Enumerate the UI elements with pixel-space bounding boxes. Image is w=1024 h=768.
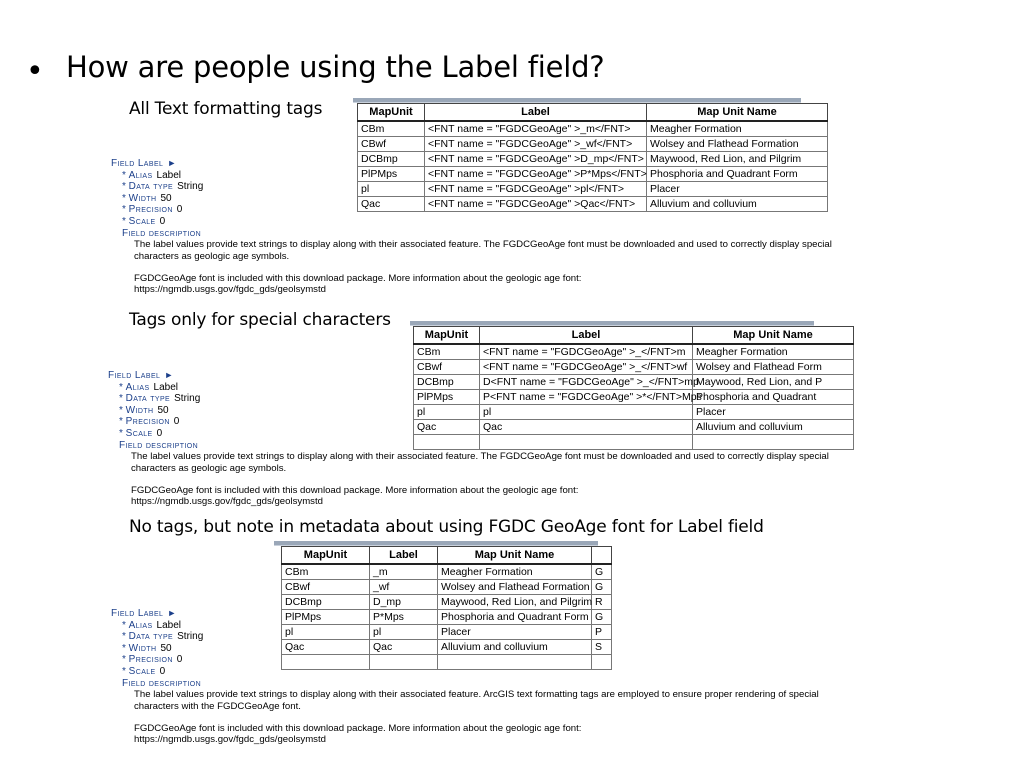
cell-mapunit: Qac — [414, 420, 480, 435]
cell-map-unit-name: Wolsey and Flathead Form — [693, 360, 854, 375]
cell-label: <FNT name = "FGDCGeoAge" >_</FNT>wf — [480, 360, 693, 375]
cell-label: D_mp — [370, 595, 438, 610]
field-label-text: Field Label — [111, 158, 164, 169]
section-3-caption: No tags, but note in metadata about using FGDC GeoAge font for Label field — [129, 517, 764, 537]
column-header-map-unit-name[interactable]: Map Unit Name — [438, 547, 592, 565]
meta-scale: * Scale 0 — [119, 427, 163, 439]
cell-mapunit: PlPMps — [358, 167, 425, 182]
geolsymstd-link[interactable]: https://ngmdb.usgs.gov/fgdc_gds/geolsymstd — [134, 284, 326, 296]
field-description-text: The label values provide text strings to display along with their associated feature. The FGDCGeoAge font must be downloaded and used to correctly display special characters as geologic age symbols. FGDCGeoAge font is included with this download package. More information about the geologic age font: https://ngmdb.usgs.gov/fgdc_gds/geolsymstd — [131, 451, 829, 508]
title-bullet: • — [26, 54, 44, 89]
cell-label: <FNT name = "FGDCGeoAge" >P*Mps</FNT> — [425, 167, 647, 182]
cell-map-unit-name: Maywood, Red Lion, and Pilgrim — [438, 595, 592, 610]
field-label-heading[interactable] — [111, 158, 832, 170]
section-2-caption: Tags only for special characters — [129, 310, 391, 330]
cell-map-unit-name: Alluvium and colluvium — [647, 197, 828, 212]
section-1-metadata — [111, 158, 832, 296]
cell-map-unit-name: Alluvium and colluvium — [438, 640, 592, 655]
field-description-heading: Field description — [119, 439, 199, 451]
field-label-text: Field Label — [108, 370, 161, 381]
meta-alias: * Alias Label — [122, 619, 181, 631]
field-label-heading[interactable] — [111, 608, 819, 620]
field-label-text: Field Label — [111, 608, 164, 619]
cell-truncated: G — [592, 580, 612, 595]
section-2-metadata — [108, 370, 829, 508]
cell-map-unit-name: Phosphoria and Quadrant — [693, 390, 854, 405]
cell-mapunit: CBm — [358, 121, 425, 137]
cell-mapunit: CBwf — [358, 137, 425, 152]
cell-map-unit-name: Maywood, Red Lion, and P — [693, 375, 854, 390]
cell-map-unit-name: Wolsey and Flathead Formation — [647, 137, 828, 152]
table-row[interactable] — [358, 137, 828, 152]
play-arrow-icon[interactable]: ► — [164, 370, 174, 380]
cell-label: _m — [370, 564, 438, 580]
cell-label: <FNT name = "FGDCGeoAge" >_wf</FNT> — [425, 137, 647, 152]
cell-map-unit-name: Placer — [693, 405, 854, 420]
cell-label: Qac — [370, 640, 438, 655]
cell-label: <FNT name = "FGDCGeoAge" >_m</FNT> — [425, 121, 647, 137]
field-description-text: The label values provide text strings to display along with their associated feature. The FGDCGeoAge font must be downloaded and used to correctly display special characters as geologic age symbols. FGDCGeoAge font is included with this download package. More information about the geologic age font: https://ngmdb.usgs.gov/fgdc_gds/geolsymstd — [134, 239, 832, 296]
cell-map-unit-name: Meagher Formation — [438, 564, 592, 580]
table-row[interactable] — [358, 121, 828, 137]
cell-mapunit: DCBmp — [358, 152, 425, 167]
cell-label: pl — [480, 405, 693, 420]
meta-width: * Width 50 — [122, 642, 172, 654]
cell-mapunit: DCBmp — [282, 595, 370, 610]
cell-label: <FNT name = "FGDCGeoAge" >pl</FNT> — [425, 182, 647, 197]
cell-label: <FNT name = "FGDCGeoAge" >D_mp</FNT> — [425, 152, 647, 167]
geolsymstd-link[interactable]: https://ngmdb.usgs.gov/fgdc_gds/geolsymstd — [134, 734, 326, 746]
field-label-heading[interactable] — [108, 370, 829, 382]
column-header-mapunit[interactable]: MapUnit — [358, 104, 425, 122]
cell-mapunit: pl — [414, 405, 480, 420]
meta-width: * Width 50 — [122, 192, 172, 204]
field-description-heading: Field description — [122, 227, 202, 239]
meta-data-type: * Data type String — [122, 181, 204, 193]
cell-mapunit: CBm — [282, 564, 370, 580]
meta-width: * Width 50 — [119, 404, 169, 416]
cell-label: pl — [370, 625, 438, 640]
cell-label: _wf — [370, 580, 438, 595]
column-header-label[interactable]: Label — [425, 104, 647, 122]
play-arrow-icon[interactable]: ► — [167, 608, 177, 618]
cell-label: P<FNT name = "FGDCGeoAge" >*</FNT>Mps — [480, 390, 693, 405]
column-header-label[interactable]: Label — [370, 547, 438, 565]
cell-truncated: G — [592, 564, 612, 580]
cell-truncated: R — [592, 595, 612, 610]
cell-mapunit: CBwf — [414, 360, 480, 375]
column-header-mapunit[interactable]: MapUnit — [414, 327, 480, 345]
meta-precision: * Precision 0 — [119, 416, 180, 428]
meta-precision: * Precision 0 — [122, 654, 183, 666]
cell-mapunit: DCBmp — [414, 375, 480, 390]
cell-map-unit-name: Phosphoria and Quadrant Form — [438, 610, 592, 625]
meta-data-type: * Data type String — [122, 631, 204, 643]
cell-label: D<FNT name = "FGDCGeoAge" >_</FNT>mp — [480, 375, 693, 390]
cell-mapunit: Qac — [358, 197, 425, 212]
column-header-map-unit-name[interactable]: Map Unit Name — [693, 327, 854, 345]
meta-scale: * Scale 0 — [122, 665, 166, 677]
column-header-label[interactable]: Label — [480, 327, 693, 345]
cell-mapunit: pl — [282, 625, 370, 640]
section-3-metadata — [111, 608, 819, 746]
column-header-map-unit-name[interactable]: Map Unit Name — [647, 104, 828, 122]
geolsymstd-link[interactable]: https://ngmdb.usgs.gov/fgdc_gds/geolsymstd — [131, 496, 323, 508]
meta-scale: * Scale 0 — [122, 215, 166, 227]
table-row[interactable] — [282, 580, 612, 595]
cell-truncated: P — [592, 625, 612, 640]
column-header-mapunit[interactable]: MapUnit — [282, 547, 370, 565]
cell-truncated: S — [592, 640, 612, 655]
cell-map-unit-name: Placer — [647, 182, 828, 197]
cell-mapunit: CBwf — [282, 580, 370, 595]
cell-map-unit-name: Phosphoria and Quadrant Form — [647, 167, 828, 182]
section-1-caption: All Text formatting tags — [129, 99, 323, 119]
cell-label: <FNT name = "FGDCGeoAge" >_</FNT>m — [480, 344, 693, 360]
meta-precision: * Precision 0 — [122, 204, 183, 216]
cell-truncated: G — [592, 610, 612, 625]
column-header-truncated[interactable] — [592, 547, 612, 565]
cell-mapunit: PlPMps — [414, 390, 480, 405]
cell-map-unit-name: Wolsey and Flathead Formation — [438, 580, 592, 595]
cell-label: <FNT name = "FGDCGeoAge" >Qac</FNT> — [425, 197, 647, 212]
cell-map-unit-name: Meagher Formation — [693, 344, 854, 360]
cell-mapunit: CBm — [414, 344, 480, 360]
table-row[interactable] — [282, 564, 612, 580]
field-description-heading: Field description — [122, 677, 202, 689]
cell-mapunit: Qac — [282, 640, 370, 655]
slide-title: How are people using the Label field? — [66, 50, 605, 84]
cell-map-unit-name: Meagher Formation — [647, 121, 828, 137]
cell-map-unit-name: Placer — [438, 625, 592, 640]
meta-alias: * Alias Label — [122, 169, 181, 181]
cell-label: Qac — [480, 420, 693, 435]
table-row[interactable] — [414, 344, 854, 360]
meta-alias: * Alias Label — [119, 381, 178, 393]
cell-map-unit-name: Maywood, Red Lion, and Pilgrim — [647, 152, 828, 167]
cell-map-unit-name: Alluvium and colluvium — [693, 420, 854, 435]
cell-label: P*Mps — [370, 610, 438, 625]
cell-mapunit: pl — [358, 182, 425, 197]
play-arrow-icon[interactable]: ► — [167, 158, 177, 168]
meta-data-type: * Data type String — [119, 393, 201, 405]
field-description-text: The label values provide text strings to display along with their associated feature. ArcGIS text formatting tags are employed to ensure proper rendering of special characters with the FGDCGeoAge font. FGDCGeoAge font is included with this download package. More information about the geologic age font: https://ngmdb.usgs.gov/fgdc_gds/geolsymstd — [134, 689, 819, 746]
cell-mapunit: PlPMps — [282, 610, 370, 625]
